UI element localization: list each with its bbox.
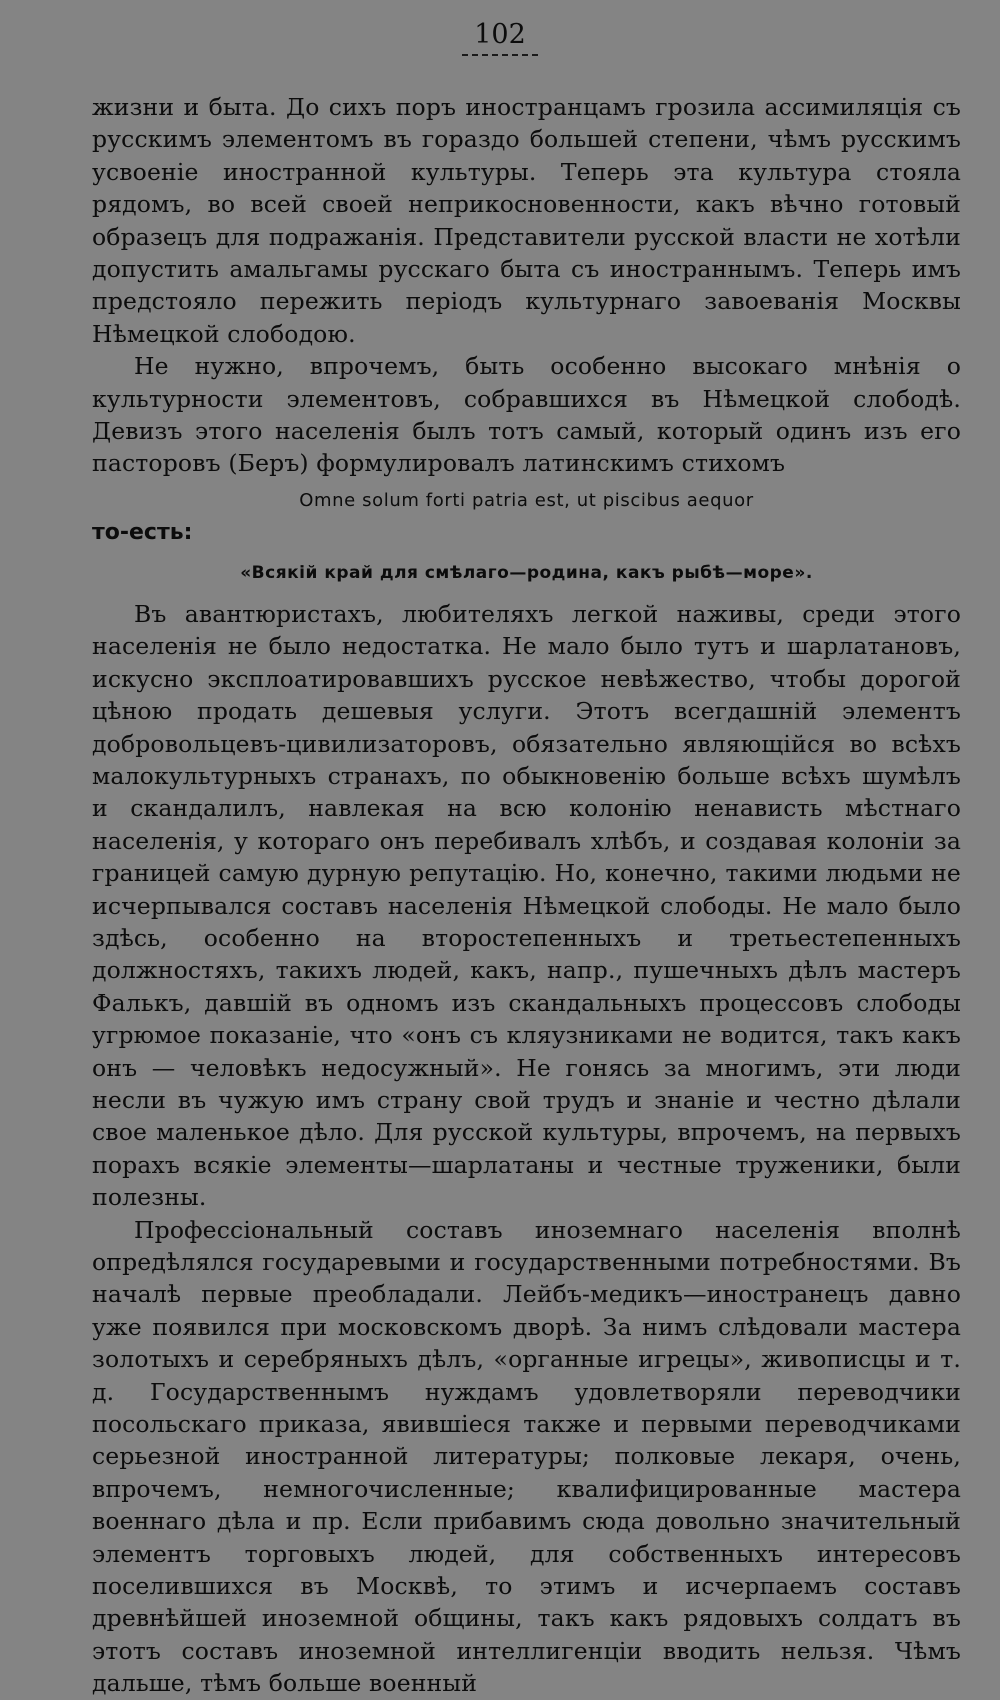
latin-verse: Omne solum forti patria est, ut piscibus aequor — [299, 489, 754, 511]
paragraph-3: Въ авантюристахъ, любителяхъ легкой наживы, среди этого населенія не было недостатка. Не мало было тутъ и шарлатановъ, искусно эксплоатировавшихъ русское невѣжество, чтобы дорогой цѣною продать дешевыя услуги. Этотъ всегдашній элементъ добровольцевъ-цивилизаторовъ, обязательно являющійся во всѣхъ малокультурныхъ странахъ, по обыкновенію больше всѣхъ шумѣлъ и скандалилъ, навлекая на всю колонію ненависть мѣстнаго населенія, у котораго онъ перебивалъ хлѣбъ, и создавая колоніи за границей самую дурную репутацію. Но, конечно, такими людьми не исчерпывался составъ населенія Нѣмецкой слободы. Не мало было здѣсь, особенно на второстепенныхъ и третьестепенныхъ должностяхъ, такихъ людей, какъ, напр., пушечныхъ дѣлъ мастеръ Фалькъ, давшій въ одномъ изъ скандальныхъ процессовъ слободы угрюмое показаніе, что «онъ съ кляузниками не водится, такъ какъ онъ — человѣкъ недосужный». Не гонясь за многимъ, эти люди несли въ чужую имъ страну свой трудъ и знаніе и честно дѣлали свое маленькое дѣло. Для русской культуры, впрочемъ, на первыхъ порахъ всякіе элементы—шарлатаны и честные труженики, были полезны. — [92, 599, 961, 1212]
paragraph-4: Профессіональный составъ иноземнаго населенія вполнѣ опредѣлялся государевыми и государственными потребностями. Въ началѣ первые преобладали. Лейбъ-медикъ—иностранецъ давно уже появился при московскомъ дворѣ. За нимъ слѣдовали мастера золотыхъ и серебряныхъ дѣлъ, «органные игрецы», живописцы и т. д. Государственнымъ нуждамъ удовлетворяли переводчики посольскаго приказа, явившіеся также и первыми переводчиками серьезной иностранной литературы; полковые лекаря, очень, впрочемъ, немногочисленные; квалифицированные мастера военнаго дѣла и пр. Если прибавимъ сюда довольно значительный элементъ торговыхъ людей, для собственныхъ интересовъ поселившихся въ Москвѣ, то этимъ и исчерпаемъ составъ древнѣйшей иноземной общины, такъ какъ рядовыхъ солдатъ въ этотъ составъ иноземной интеллигенціи вводить нельзя. Чѣмъ дальше, тѣмъ больше военный — [92, 1215, 961, 1698]
to-est-label: то-есть: — [92, 519, 193, 545]
page-number: 102 — [462, 20, 538, 56]
verse-translation: «Всякій край для смѣлаго—родина, какъ рыбѣ—море». — [240, 562, 813, 583]
paragraph-1: жизни и быта. До сихъ поръ иностранцамъ грозила ассимиляція съ русскимъ элементомъ въ гораздо большей степени, чѣмъ русскимъ усвоеніе иностранной культуры. Теперь эта культура стояла рядомъ, во всей своей неприкосновенности, какъ вѣчно готовый образецъ для подражанія. Представители русской власти не хотѣли допустить амальгамы русскаго быта съ иностраннымъ. Теперь имъ предстояло пережить періодъ культурнаго завоеванія Москвы Нѣмецкой слободою. — [92, 93, 961, 348]
paragraph-2: Не нужно, впрочемъ, быть особенно высокаго мнѣнія о культурности элементовъ, собравшихся въ Нѣмецкой слободѣ. Девизъ этого населенія былъ тотъ самый, который одинъ изъ его пасторовъ (Беръ) формулировалъ латинскимъ стихомъ — [92, 352, 961, 478]
body-text — [92, 91, 961, 1700]
page-header — [0, 20, 1000, 56]
